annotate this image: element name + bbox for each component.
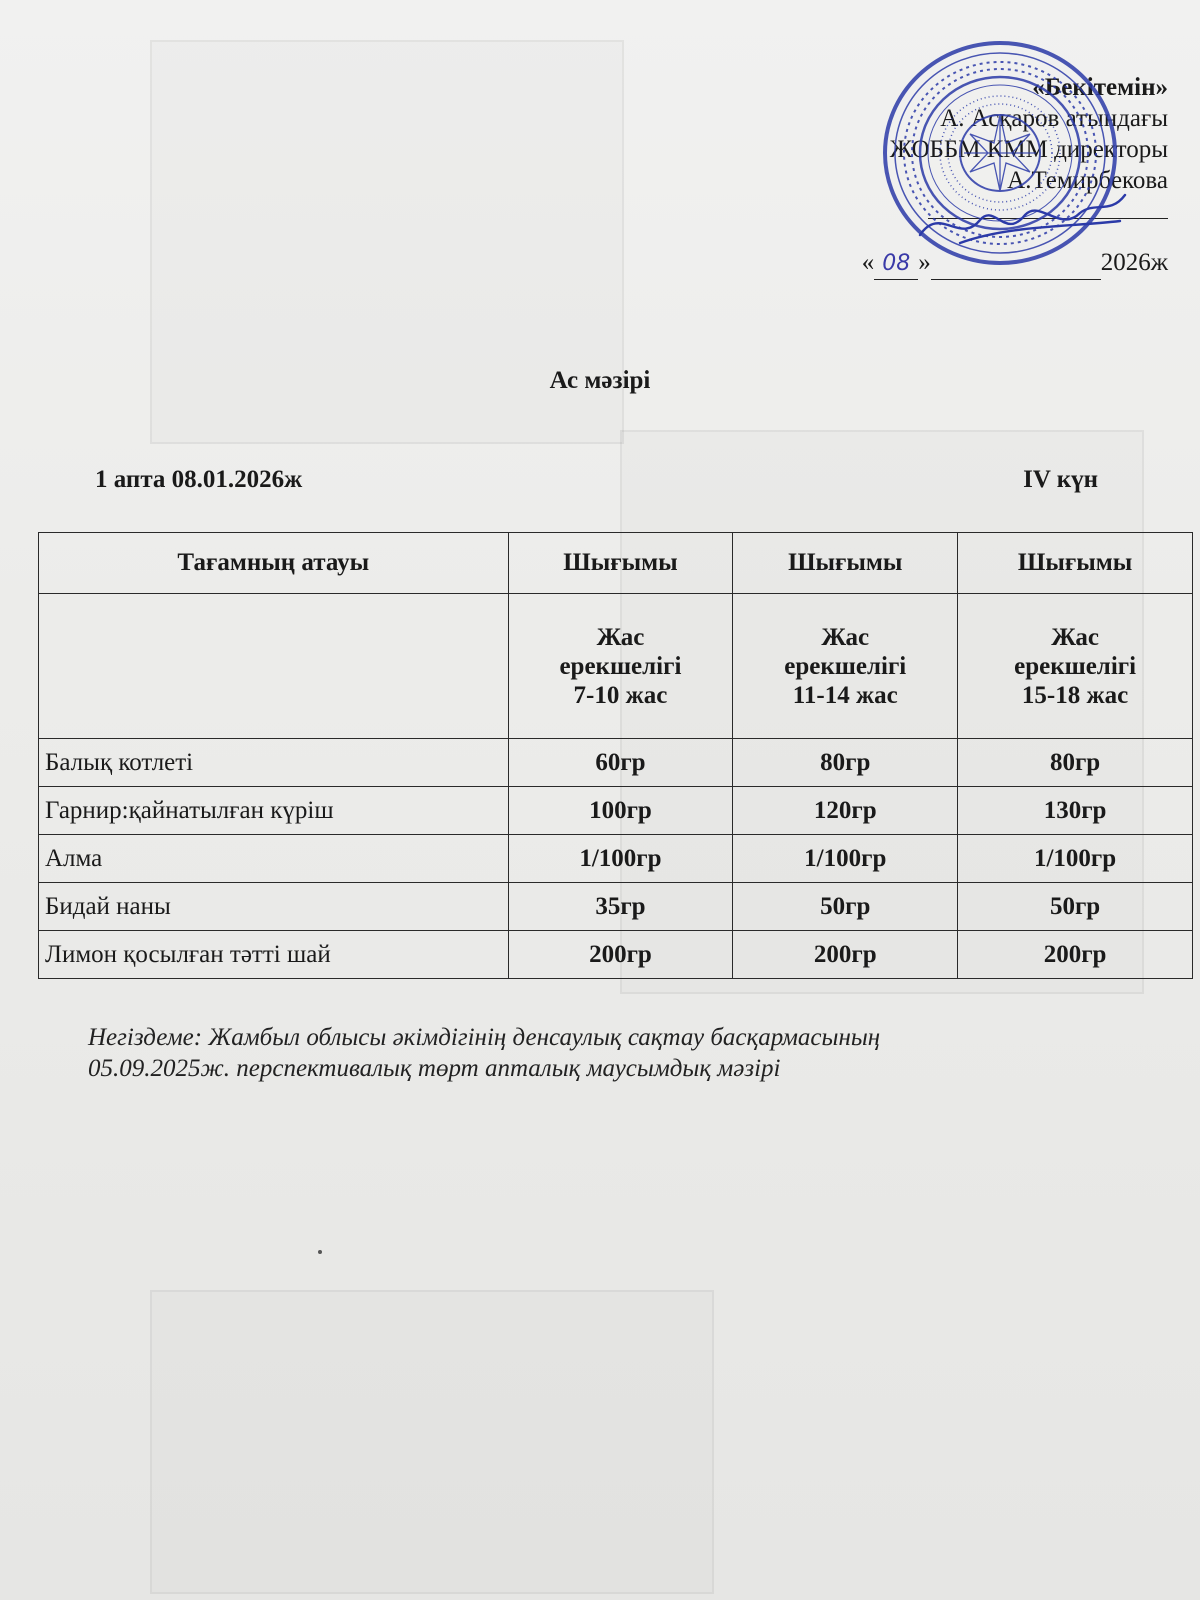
- age-group-cell: [958, 594, 1193, 739]
- yield-value: 200гр: [508, 931, 733, 979]
- director-signature: [900, 185, 1140, 265]
- age-label: Жас: [1051, 623, 1099, 651]
- basis-line: 05.09.2025ж. перспективалық төрт апталық маусымдық мәзірі: [88, 1055, 781, 1082]
- dish-name: Балық котлеті: [39, 739, 509, 787]
- dish-name: Алма: [39, 835, 509, 883]
- table-row: [39, 739, 1193, 787]
- approval-title: «Бекітемін»: [1032, 74, 1168, 101]
- age-group-cell: [733, 594, 958, 739]
- paper-speck: [318, 1250, 322, 1254]
- yield-value: 60гр: [508, 739, 733, 787]
- yield-value: 1/100гр: [508, 835, 733, 883]
- dish-name: Бидай наны: [39, 883, 509, 931]
- date-open-quote: «: [861, 249, 875, 276]
- age-label: ерекшелігі: [784, 652, 907, 680]
- table-row: [39, 931, 1193, 979]
- table-header-row: [39, 533, 1193, 594]
- table-row: [39, 883, 1193, 931]
- dish-name: Лимон қосылған тәтті шай: [39, 931, 509, 979]
- yield-value: 100гр: [508, 787, 733, 835]
- yield-value: 80гр: [958, 739, 1193, 787]
- yield-value: 50гр: [958, 883, 1193, 931]
- document-title: Ас мәзірі: [549, 367, 651, 394]
- yield-value: 80гр: [733, 739, 958, 787]
- menu-table: [38, 532, 1193, 979]
- header-yield: Шығымы: [733, 533, 958, 594]
- age-range: 7-10 жас: [573, 681, 668, 709]
- yield-value: 120гр: [733, 787, 958, 835]
- yield-value: 1/100гр: [958, 835, 1193, 883]
- basis-note: [88, 1022, 1108, 1084]
- date-year: 2026ж: [1100, 249, 1168, 276]
- age-label: Жас: [821, 623, 870, 651]
- basis-line: Негіздеме: Жамбыл облысы әкімдігінің денсаулық сақтау басқармасының: [88, 1024, 881, 1051]
- yield-value: 1/100гр: [733, 835, 958, 883]
- approval-director-name: А.Темирбекова: [1007, 167, 1168, 194]
- yield-value: 130гр: [958, 787, 1193, 835]
- age-group-cell: [508, 594, 733, 739]
- empty-cell: [39, 594, 509, 739]
- yield-value: 35гр: [508, 883, 733, 931]
- day-number: IV күн: [1023, 466, 1098, 493]
- age-range: 11-14 жас: [792, 681, 898, 709]
- age-label: Жас: [596, 623, 645, 651]
- table-row: [39, 835, 1193, 883]
- age-label: ерекшелігі: [1014, 652, 1137, 680]
- yield-value: 200гр: [958, 931, 1193, 979]
- week-date: 1 апта 08.01.2026ж: [95, 466, 303, 493]
- table-row: [39, 787, 1193, 835]
- approval-position: ЖОББМ КММ директоры: [889, 136, 1168, 163]
- approval-school: А. Асқаров атындағы: [940, 105, 1168, 132]
- header-yield: Шығымы: [508, 533, 733, 594]
- dish-name: Гарнир:қайнатылған күріш: [39, 787, 509, 835]
- age-group-row: [39, 594, 1193, 739]
- date-day-handwritten: 08: [874, 248, 918, 280]
- age-label: ерекшелігі: [559, 652, 682, 680]
- age-range: 15-18 жас: [1021, 681, 1129, 709]
- header-dish-name: Тағамның атауы: [39, 533, 509, 594]
- yield-value: 50гр: [733, 883, 958, 931]
- yield-value: 200гр: [733, 931, 958, 979]
- bleed-through-block: [150, 1290, 714, 1594]
- date-close-quote: »: [918, 249, 931, 276]
- header-yield: Шығымы: [958, 533, 1193, 594]
